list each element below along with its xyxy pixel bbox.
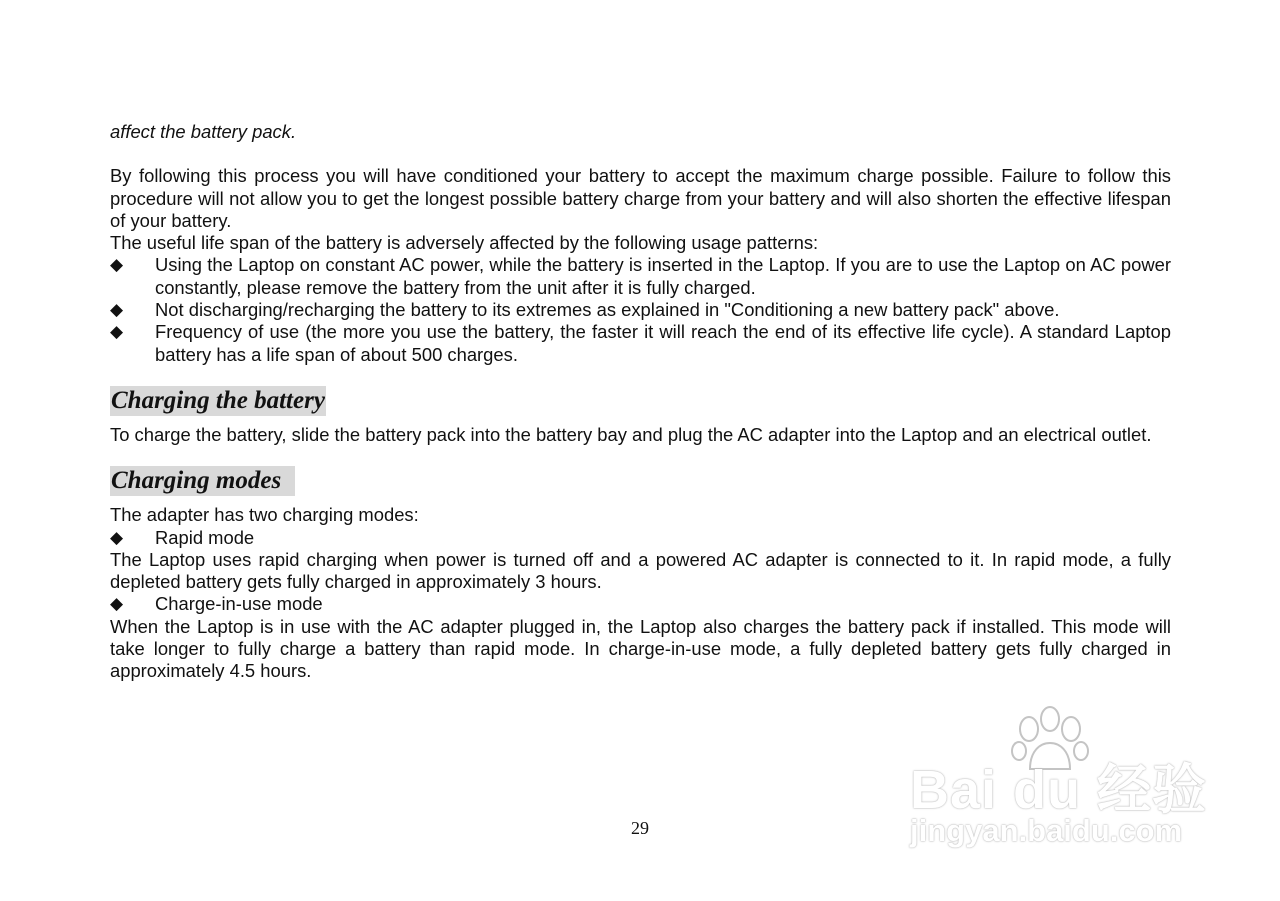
conditioning-paragraph: By following this process you will have conditioned your battery to accept the maximum charge possible. Failure to follow this procedure will not allow you to get the longest possible battery charge from your battery and will also shorten the effective lifespan of your battery. [110,165,1171,231]
spacer [110,496,1171,504]
intro-tail-text: affect the battery pack. [110,121,297,142]
spacer [110,446,1171,466]
rapid-mode-label: Rapid mode [155,526,255,548]
charge-in-use-label: Charge-in-use mode [155,593,323,615]
baidu-watermark [905,705,1215,855]
list-item-text: Frequency of use (the more you use the battery, the faster it will reach the end of its effective life cycle). A standard Laptop battery has a life span of about 500 charges. [155,321,1171,365]
charge-in-use-paragraph: When the Laptop is in use with the AC adapter plugged in, the Laptop also charges the battery pack if installed. This mode will take longer to fully charge a battery than rapid mode. In charge-in-use mode, a fully depleted battery gets fully charged in approximately 4.5 hours. [110,615,1171,682]
diamond-bullet-icon: ◆ [110,300,124,320]
list-item [110,254,1171,299]
spacer [110,143,1171,165]
diamond-bullet-icon: ◆ [110,322,124,342]
diamond-bullet-icon: ◆ [110,594,124,614]
modes-intro-text: The adapter has two charging modes: [110,504,419,526]
list-item-text: Using the Laptop on constant AC power, while the battery is inserted in the Laptop. If you are to use the Laptop on AC power constantly, please remove the battery from the unit after it is fully charged. [155,254,1171,298]
watermark-brand: Bai du 经验 [910,760,1208,820]
list-item [110,299,1171,321]
rapid-mode-item [110,527,1171,549]
rapid-mode-paragraph: The Laptop uses rapid charging when power is turned off and a powered AC adapter is connected to it. In rapid mode, a fully depleted battery gets fully charged in approximately 3 hours. [110,548,1171,593]
list-item-text: Not discharging/recharging the battery to its extremes as explained in "Conditioning a new battery pack" above. [155,299,1060,321]
diamond-bullet-icon: ◆ [110,255,124,275]
list-item [110,321,1171,366]
charge-in-use-item [110,593,1171,615]
document-page [110,121,1171,683]
charging-paragraph: To charge the battery, slide the battery pack into the battery bay and plug the AC adapter into the Laptop and an electrical outlet. [110,423,1152,445]
charging-modes-heading: Charging modes [110,466,295,496]
watermark-url: jingyan.baidu.com [910,813,1183,848]
page-number: 29 [631,818,649,838]
diamond-bullet-icon: ◆ [110,527,124,547]
charging-battery-heading: Charging the battery [111,386,325,414]
usage-intro-text: The useful life span of the battery is adversely affected by the following usage patterns: [110,232,819,254]
spacer [110,416,1171,424]
spacer [110,366,1171,386]
